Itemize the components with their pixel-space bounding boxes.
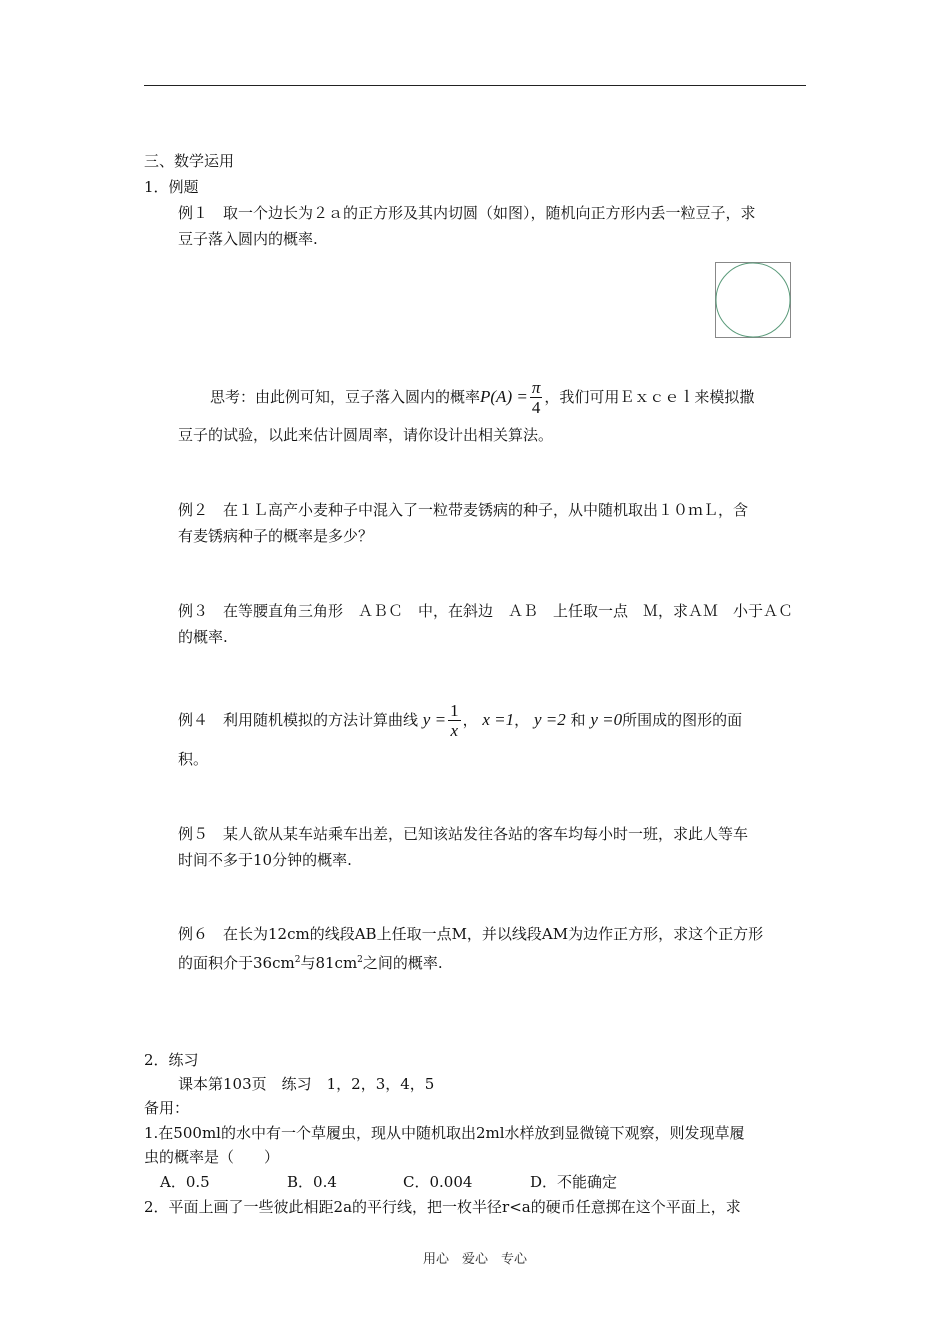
example-3-line-1: 例３ 在等腰直角三角形 ＡＢＣ 中，在斜边 ＡＢ 上任取一点 Ｍ，求ＡＭ 小于ＡＣ — [178, 602, 794, 620]
think-suffix: ，我们可用Ｅｘｃｅｌ来模拟撒 — [544, 388, 755, 406]
example-6-text-a: 的面积介于36cm — [178, 954, 295, 972]
example-3-line-2: 的概率. — [178, 628, 228, 646]
think-prefix: 思考：由此例可知，豆子落入圆内的概率 — [210, 388, 481, 406]
example-4-y-eq: y = — [422, 710, 447, 729]
example-4-denominator: x — [450, 720, 459, 740]
example-4-and: 和 — [570, 711, 586, 729]
example-6-line-2 — [178, 950, 443, 973]
header-rule — [144, 85, 806, 86]
think-line-1 — [210, 378, 754, 418]
question-1-line-2: 虫的概率是（ ） — [144, 1148, 280, 1166]
subsection-examples: 1．例题 — [144, 178, 199, 196]
example-6-line-1: 例６ 在长为12cm的线段AB上任取一点M，并以线段AM为边作正方形，求这个正方形 — [178, 925, 764, 943]
question-2-line-1: 2．平面上画了一些彼此相距2a的平行线，把一枚半径r<a的硬币任意掷在这个平面上，求 — [144, 1198, 741, 1216]
section-title: 三、数学运用 — [144, 152, 235, 170]
example-1-line-2: 豆子落入圆内的概率. — [178, 230, 318, 248]
figure-svg — [715, 262, 791, 338]
example-4-suffix: 所围成的图形的面 — [622, 711, 743, 729]
think-formula-fraction — [530, 379, 543, 418]
practice-line: 课本第103页 练习 1，2，3，4，5 — [178, 1075, 435, 1093]
example-2-line-2: 有麦锈病种子的概率是多少？ — [178, 527, 374, 545]
example-5-line-1: 例５ 某人欲从某车站乘车出差，已知该站发往各站的客车均每小时一班，求此人等车 — [178, 825, 749, 843]
example-4-prefix: 例４ 利用随机模拟的方法计算曲线 — [178, 711, 419, 729]
question-1-option-c: C．0.004 — [403, 1173, 473, 1191]
question-1-option-b: B．0.4 — [287, 1173, 337, 1191]
example-5-line-2: 时间不多于10分钟的概率. — [178, 851, 352, 869]
backup-label: 备用： — [144, 1099, 190, 1117]
example-1-line-1: 例１ 取一个边长为２ａ的正方形及其内切圆（如图），随机向正方形内丢一粒豆子，求 — [178, 204, 756, 222]
example-4-sep-1: ， — [462, 711, 478, 729]
example-6-text-b: 与81cm — [300, 954, 358, 972]
example-4-x-eq: x =1 — [482, 710, 515, 729]
example-4-sep-2: ， — [514, 711, 530, 729]
think-formula-numerator: π — [531, 377, 541, 397]
question-1-line-1: 1.在500ml的水中有一个草履虫，现从中随机取出2ml水样放到显微镜下观察，则发现草履 — [144, 1124, 745, 1142]
example-4-y-2: y =2 — [533, 710, 566, 729]
square-with-inscribed-circle-figure — [715, 262, 791, 338]
example-4-numerator: 1 — [450, 700, 459, 720]
example-6-text-c: 之间的概率. — [362, 954, 443, 972]
example-4-line-1 — [178, 700, 742, 741]
example-6-sup-2: 2 — [357, 955, 363, 965]
page-footer: 用心 爱心 专心 — [422, 1252, 527, 1267]
think-line-2: 豆子的试验，以此来估计圆周率，请你设计出相关算法。 — [178, 426, 554, 444]
question-1-option-a: A．0.5 — [160, 1173, 210, 1191]
example-4-fraction — [448, 702, 461, 741]
question-1-option-d: D．不能确定 — [530, 1173, 618, 1191]
example-6-sup-1: 2 — [294, 955, 301, 965]
example-4-line-2: 积。 — [178, 750, 209, 768]
example-4-y-0: y =0 — [590, 710, 623, 729]
think-formula-denominator: 4 — [531, 397, 541, 417]
circle-shape — [716, 263, 790, 337]
subsection-practice: 2．练习 — [144, 1051, 199, 1069]
think-formula-lhs: P(A) = — [480, 387, 528, 406]
example-2-line-1: 例２ 在１Ｌ高产小麦种子中混入了一粒带麦锈病的种子，从中随机取出１０ｍＬ，含 — [178, 501, 749, 519]
